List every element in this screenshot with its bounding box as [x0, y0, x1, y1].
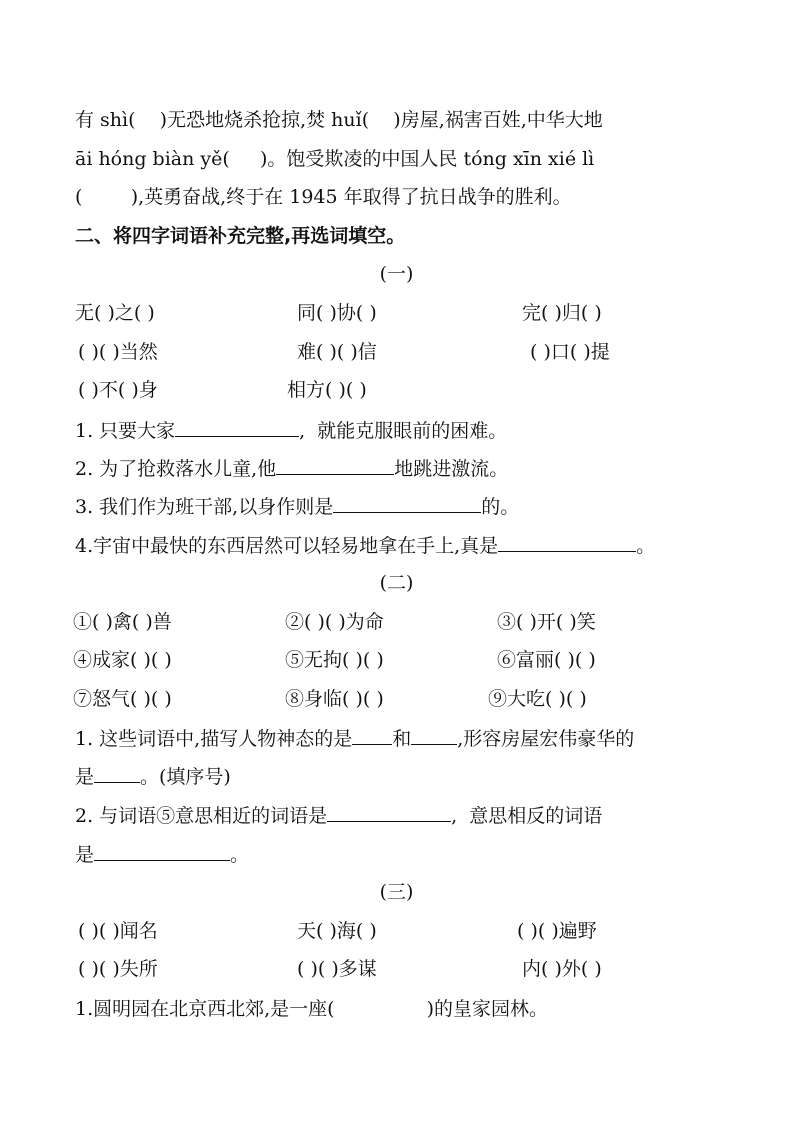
idiom-item: 完( )归( ): [522, 302, 602, 324]
idiom-item: ( )( )闻名: [78, 920, 158, 942]
part-heading: (一): [379, 263, 414, 285]
answer-blank[interactable]: [498, 533, 636, 552]
question: 4.宇宙中最快的东西居然可以轻易地拿在手上,真是 。: [75, 535, 656, 557]
idiom-item: 内( )外( ): [522, 958, 602, 980]
idiom-item: 同( )协( ): [297, 302, 377, 324]
idiom-item: ③( )开( )笑: [497, 611, 596, 633]
idiom-item: ( )口( )提: [530, 341, 610, 363]
idiom-item: ①( )禽( )兽: [73, 611, 172, 633]
answer-blank[interactable]: [333, 494, 481, 513]
question: 2. 与词语⑤意思相近的词语是 , 意思相反的词语: [75, 805, 603, 827]
answer-blank[interactable]: [276, 456, 394, 475]
question: 1. 只要大家 , 就能克服眼前的困难。: [75, 420, 508, 442]
answer-blank[interactable]: [352, 726, 392, 745]
question: 1.圆明园在北京西北郊,是一座( )的皇家园林。: [75, 998, 549, 1020]
idiom-item: 难( )( )信: [297, 341, 377, 363]
answer-blank[interactable]: [94, 842, 230, 861]
answer-blank[interactable]: [327, 803, 451, 822]
answer-blank[interactable]: [94, 764, 140, 783]
question: 2. 为了抢救落水儿童,他 地跳进激流。: [75, 458, 509, 480]
idiom-item: ⑨大吃( )( ): [488, 688, 587, 710]
idiom-item: 无( )之( ): [75, 302, 155, 324]
idiom-item: ( )不( )身: [78, 379, 158, 401]
passage-line: 有 shì( )无恐地烧杀抢掠,焚 huǐ( )房屋,祸害百姓,中华大地: [75, 109, 603, 131]
idiom-item: ⑦怒气( )( ): [73, 688, 172, 710]
section-title: 二、将四字词语补充完整,再选词填空。: [75, 225, 406, 247]
passage-line: ( ),英勇奋战,终于在 1945 年取得了抗日战争的胜利。: [75, 186, 572, 208]
idiom-item: ⑤无拘( )( ): [285, 649, 384, 671]
idiom-item: ( )( )当然: [78, 341, 158, 363]
part-heading: (二): [379, 572, 414, 594]
question: 1. 这些词语中,描写人物神态的是 和 ,形容房屋宏伟豪华的: [75, 728, 635, 750]
question: 是 。: [75, 844, 250, 866]
passage-line: āi hóng biàn yě( )。饱受欺凌的中国人民 tóng xīn xié lì: [75, 148, 595, 170]
question: 是 。(填序号): [75, 766, 231, 788]
idiom-item: ⑧身临( )( ): [285, 688, 384, 710]
idiom-item: ( )( )多谋: [297, 958, 377, 980]
idiom-item: ( )( )失所: [78, 958, 158, 980]
idiom-item: 天( )海( ): [297, 920, 377, 942]
idiom-item: ②( )( )为命: [285, 611, 384, 633]
part-heading: (三): [379, 881, 414, 903]
idiom-item: 相方( )( ): [287, 379, 367, 401]
answer-blank[interactable]: [411, 726, 457, 745]
idiom-item: ④成家( )( ): [73, 649, 172, 671]
idiom-item: ( )( )遍野: [517, 920, 597, 942]
question: 3. 我们作为班干部,以身作则是 的。: [75, 496, 520, 518]
answer-blank[interactable]: [175, 418, 299, 437]
idiom-item: ⑥富丽( )( ): [497, 649, 596, 671]
